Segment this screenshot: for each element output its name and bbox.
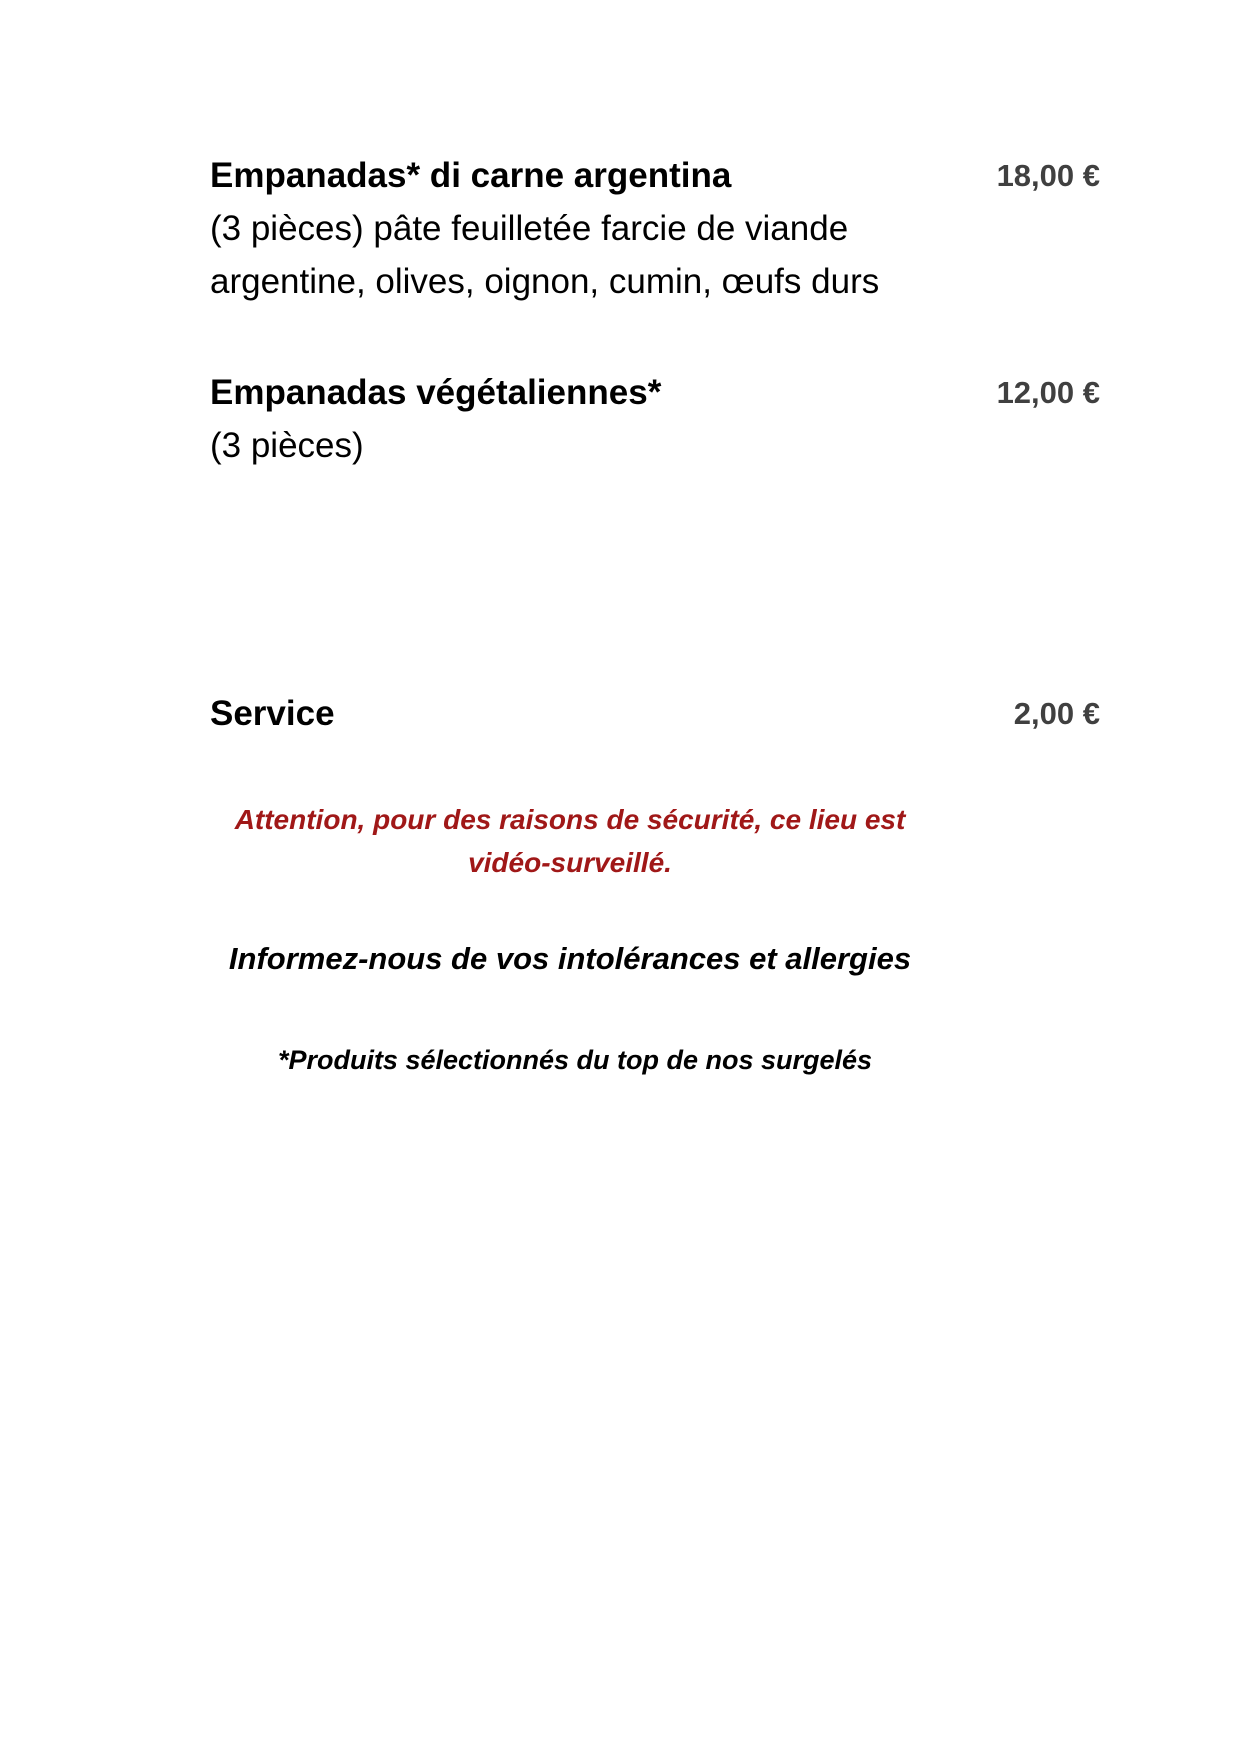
security-notice: Attention, pour des raisons de sécurité, ce lieu est vidéo-surveillé. bbox=[234, 804, 906, 878]
menu-item-name: Empanadas* di carne argentina bbox=[210, 156, 732, 195]
menu-item-service bbox=[210, 688, 1100, 740]
menu-item-name: Empanadas végétaliennes* bbox=[210, 373, 662, 412]
service-price: 2,00 € bbox=[1013, 696, 1100, 731]
menu-item-row bbox=[210, 688, 1100, 740]
menu-item-description: (3 pièces) bbox=[210, 426, 364, 465]
menu-item-price: 12,00 € bbox=[996, 375, 1100, 410]
menu-item-row bbox=[210, 150, 1100, 202]
menu-item-row bbox=[210, 367, 1100, 419]
menu-item-price: 18,00 € bbox=[996, 158, 1100, 193]
menu-item-empanadas-vegetaliennes bbox=[210, 367, 1100, 472]
service-name: Service bbox=[210, 694, 335, 733]
menu-item-empanadas-carne bbox=[210, 150, 1100, 308]
allergy-notice: Informez-nous de vos intolérances et allergies bbox=[228, 941, 912, 976]
frozen-products-notice: *Produits sélectionnés du top de nos surgelés bbox=[277, 1045, 873, 1075]
menu-item-description: (3 pièces) pâte feuilletée farcie de viande argentine, olives, oignon, cumin, œufs durs bbox=[210, 209, 880, 301]
